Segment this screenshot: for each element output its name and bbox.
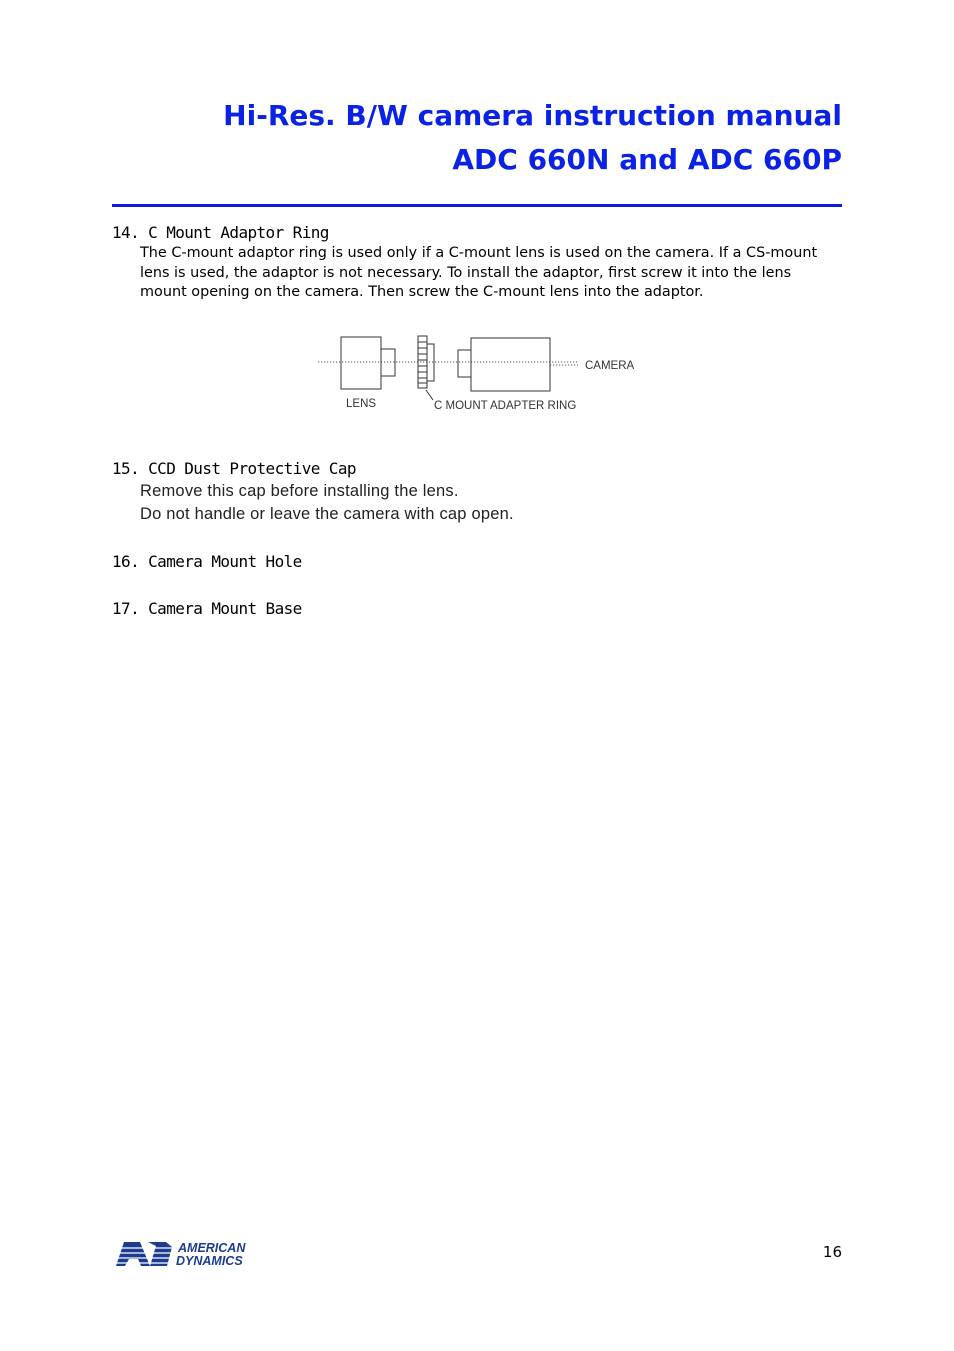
logo-text-dynamics: DYNAMICS bbox=[176, 1254, 243, 1268]
lens-body bbox=[341, 337, 381, 389]
section-14-heading: 14. C Mount Adaptor Ring bbox=[112, 223, 329, 242]
ring-leader-line bbox=[426, 390, 433, 400]
section-15-heading: 15. CCD Dust Protective Cap bbox=[112, 459, 356, 478]
logo-text-american: AMERICAN bbox=[178, 1241, 246, 1255]
page-number: 16 bbox=[822, 1243, 842, 1261]
section-16-heading: 16. Camera Mount Hole bbox=[112, 552, 302, 571]
page-title-line-1: Hi-Res. B/W camera instruction manual bbox=[223, 99, 842, 132]
camera-label: CAMERA bbox=[585, 360, 635, 372]
section-15-line-1: Remove this cap before installing the lens. bbox=[140, 482, 459, 500]
adapter-ring-diagram bbox=[316, 330, 646, 420]
camera-mount bbox=[458, 350, 471, 377]
header-divider bbox=[112, 204, 842, 207]
section-17-heading: 17. Camera Mount Base bbox=[112, 599, 302, 618]
lens-label: LENS bbox=[346, 398, 377, 410]
page-title-line-2: ADC 660N and ADC 660P bbox=[452, 143, 842, 176]
section-15-line-2: Do not handle or leave the camera with cap open. bbox=[140, 505, 514, 523]
section-14-body: The C-mount adaptor ring is used only if a C-mount lens is used on the camera. If a CS-mount lens is used, the adaptor is not necessary. To install the adaptor, first screw it into the lens mount opening on the camera. Then screw the C-mount lens into the adaptor. bbox=[140, 245, 818, 300]
camera-body bbox=[471, 338, 550, 391]
american-dynamics-logo bbox=[110, 1238, 285, 1272]
ring-label: C MOUNT ADAPTER RING bbox=[434, 400, 577, 412]
